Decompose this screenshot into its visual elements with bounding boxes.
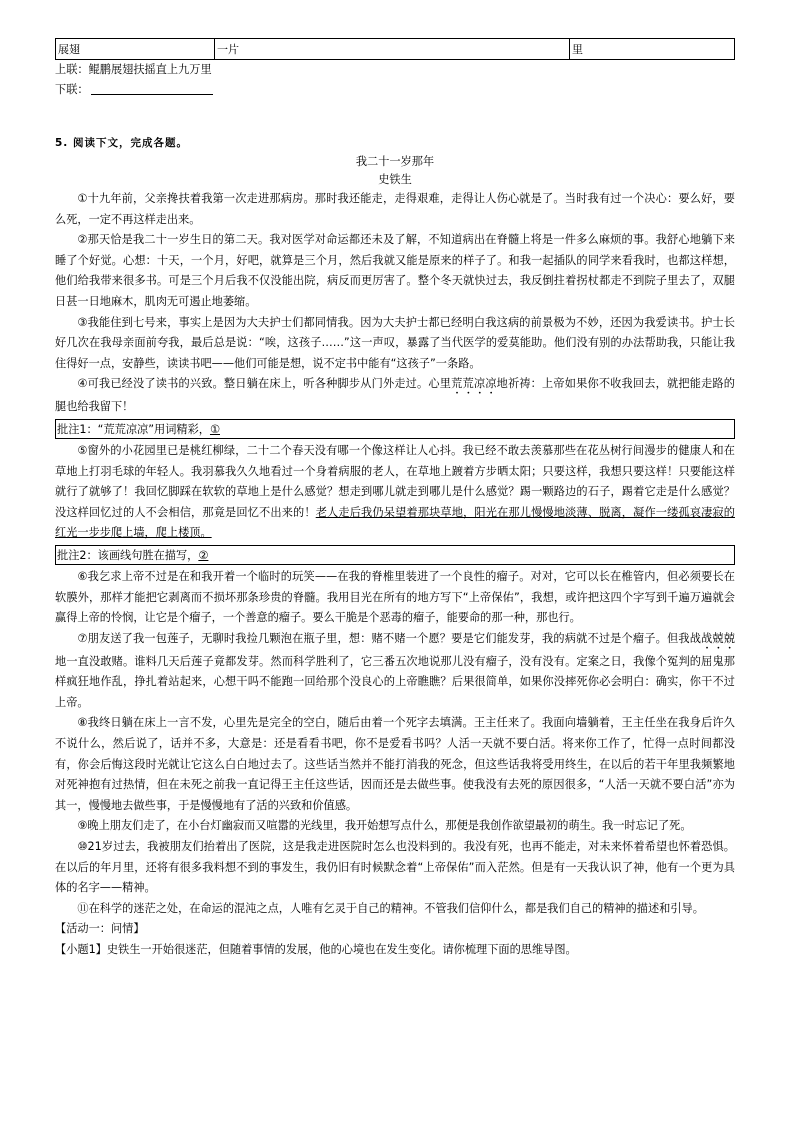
article-title: 我二十一岁那年: [355, 155, 435, 168]
annotation-box-2: [55, 545, 735, 565]
article-author: 史铁生: [378, 173, 412, 186]
annotation-text: 批注2：该画线句胜在描写，: [57, 548, 199, 562]
table-row: [56, 39, 735, 60]
paragraph-9: ⑨晚上朋友们走了，在小台灯幽寂而又喧嚣的光线里，我开始想写点什么，那便是我创作欲望最初的萌生。我一时忘记了死。: [77, 819, 692, 833]
paragraph-2: ②那天恰是我二十一岁生日的第二天。我对医学对命运都还未及了解，不知道病出在脊髓上将是一件多么麻烦的事。我舒心地躺下来睡了个好觉。心想：十天，一个月，好吧，就算是三个月，然后我就又能是原来的样子了。和我一起插队的同学来看我时，也都这样想，他们给我带来很多书。可是三个月后我不仅没能出院，病反而更厉害了。整个冬天就快过去，我反倒拄着拐杖都走不到院子里去了，双腿日甚一日地麻木，肌肉无可遏止地萎缩。: [55, 233, 735, 308]
table-cell: 里: [570, 39, 735, 60]
paragraph-10: ⑩21岁过去，我被朋友们抬着出了医院，这是我走进医院时怎么也没料到的。我没有死，也再不能走，对未来怀着希望也怀着恐惧。在以后的年月里，还将有很多我料想不到的事发生，我仍旧有时候默念着“上帝保佑”而入茫然。但是有一天我认识了神，他有一个更为具体的名字——精神。: [55, 840, 735, 895]
question-header: 5. 阅读下文，完成各题。: [55, 137, 188, 149]
paragraph-3: ③我能住到七号来，事实上是因为大夫护士们都同情我。因为大夫护士都已经明白我这病的前景极为不妙，还因为我爱读书。护士长好几次在我母亲面前夸我，最后总是说：“唉，这孩子……”这一声叹，暴露了当代医学的爱莫能助。他们没有别的办法帮助我，只能让我住得好一点，安静些，读读书吧——他们可能是想，说不定书中能有“这孩子”一条路。: [55, 315, 735, 370]
paragraph-1: ①十九年前，父亲搀扶着我第一次走进那病房。那时我还能走，走得艰难，走得让人伤心就是了。当时我有过一个决心：要么好，要么死，一定不再这样走出来。: [55, 192, 735, 226]
annotation-text: 批注1：“荒荒凉凉”用词精彩，: [57, 422, 210, 436]
upper-label: 上联：: [55, 63, 89, 76]
couplet-table: [55, 38, 735, 60]
emphasis-word: 战兢兢: [701, 631, 735, 645]
answer-blank[interactable]: [91, 82, 213, 95]
paragraph-11: ⑪在科学的迷茫之处，在命运的混沌之点，人唯有乞灵于自己的精神。不管我们信仰什么，都是我们自己的精神的描述和引导。: [77, 901, 704, 915]
upper-text: 鲲鹏展翅扶摇直上九万里: [88, 63, 212, 76]
couplet-upper: [55, 60, 735, 80]
annotation-blank-1[interactable]: ①: [209, 422, 220, 436]
paragraph-5: [55, 441, 735, 544]
paragraph-4-text: 地祈祷：上帝如果你不收我回去，就把能走路的腿也给我留下！: [55, 377, 735, 414]
paragraph-6: ⑥我乞求上帝不过是在和我开着一个临时的玩笑——在我的脊椎里装进了一个良性的瘤子。对对，它可以长在椎管内，但必须要长在软膜外，那样才能把它剥离而不损坏那条珍贵的脊髓。我用目光在所有的地方写下“上帝保佑”，我想，或许把这四个字写到千遍万遍就会赢得上帝的怜悯，让它是个瘤子，一个善意的瘤子。要么干脆是个恶毒的瘤子，能要命的那一种，那也行。: [55, 569, 735, 625]
paragraph-7: [55, 629, 735, 714]
table-cell: 一片: [215, 39, 570, 60]
page: [55, 38, 735, 961]
lower-label: 下联：: [55, 83, 89, 96]
emphasis-word: 荒荒凉凉: [451, 377, 497, 391]
paragraph-7-text: ⑦朋友送了我一包莲子，无聊时我捡几颗泡在瓶子里，想：赌不赌一个愿？要是它们能发芽，我的病就不过是个瘤子。但我战: [77, 631, 702, 645]
annotation-box-1: [55, 419, 735, 439]
annotation-blank-2[interactable]: ②: [198, 548, 209, 562]
paragraph-7-text: 地一直没敢赌。谁料几天后莲子竟都发芽。然而科学胜利了，它三番五次地说那儿没有瘤子，没有没有。定案之日，我像个冤判的屈鬼那样疯狂地作乱，挣扎着站起来，心想干吗不能跑一回给那个没良心的上帝瞧瞧？后果很简单，如果你没摔死你必会明白：确实，你干不过上帝。: [55, 654, 735, 709]
paragraph-5-text: ⑤窗外的小花园里已是桃红柳绿，二十二个春天没有哪一个像这样让人心抖。我已经不敢去羡慕那些在花丛树行间漫步的健康人和在草地上打羽毛球的年轻人。我羽慕我久久地看过一个身着病服的老人，在草地上踱着方步晒太阳；只要这样，我想只要这样！只要能这样就行了就够了！我回忆脚踩在软软的草地上是什么感觉？想走到哪儿就走到哪儿是什么感觉？踢一颗路边的石子，踢着它走是什么感觉？没这样回忆过的人不会相信，那竟是回忆不出来的！: [55, 443, 735, 519]
paragraph-8: ⑧我终日躺在床上一言不发，心里先是完全的空白，随后由着一个死字去填满。王主任来了。我面向墙躺着，王主任坐在我身后许久不说什么，然后说了，话并不多，大意是：还是看看书吧，你不是爱看书吗？人活一天就不要白活。将来你工作了，忙得一点时间都没有，你会后悔这段时光就让它这么白白地过去了。这些话当然并不能打消我的死念，但这些话我将受用终生，在以后的若干年里我频繁地对死神抱有过热情，但在未死之前我一直记得王主任这些话，因而还是去做些事。使我没有去死的原因很多，“人活一天就不要白活”亦为其一，慢慢地去做些事，于是慢慢地有了活的兴致和价值感。: [55, 716, 735, 812]
table-cell: 展翅: [56, 39, 215, 60]
underlined-sentence: 老人走后我仍呆望着那块草地，阳光在那儿慢慢地淡薄、脱离，凝作一缕孤哀凄寂的红光一步步爬上墙，爬上楼顶。: [55, 505, 735, 540]
couplet-lower: [55, 80, 735, 100]
activity-title: 【活动一：问情】: [55, 922, 145, 936]
question-1: 【小题1】史铁生一开始很迷茫，但随着事情的发展，他的心境也在发生变化。请你梳理下面的思维导图。: [55, 943, 577, 956]
paragraph-4: [55, 374, 735, 418]
paragraph-4-text: ④可我已经没了读书的兴致。整日躺在床上，听各种脚步从门外走过。心里: [77, 377, 452, 391]
